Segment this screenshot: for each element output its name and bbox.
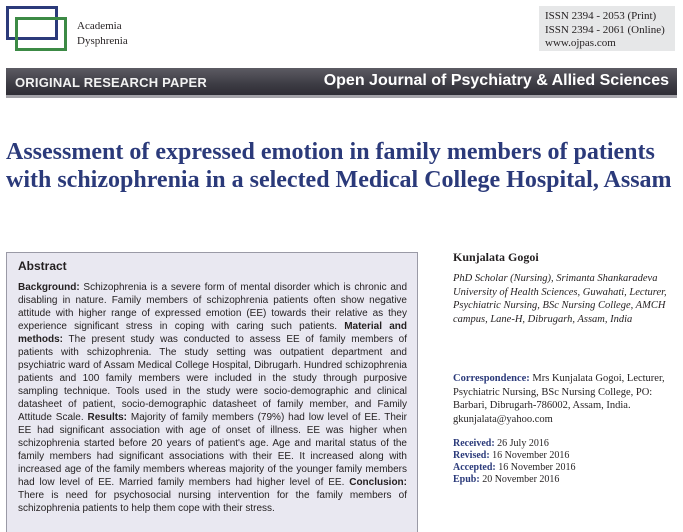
journal-website[interactable]: www.ojpas.com bbox=[545, 37, 616, 49]
journal-banner bbox=[6, 68, 677, 98]
abstract-box bbox=[6, 252, 418, 532]
abstract-text bbox=[18, 281, 407, 515]
revised-value: 16 November 2016 bbox=[489, 450, 570, 461]
epub-label: Epub: bbox=[453, 474, 480, 485]
background-label: Background: bbox=[18, 282, 80, 293]
publisher-line-1: Academia bbox=[77, 20, 122, 32]
received-date bbox=[453, 438, 675, 450]
epub-date bbox=[453, 474, 675, 486]
issn-online: ISSN 2394 - 2061 (Online) bbox=[545, 23, 665, 36]
author-name: Kunjalata Gogoi bbox=[453, 250, 539, 264]
results-text: Majority of family members (79%) had low level of EE. Their EE had significant association with age of onset of illness. EE was higher when schizophrenia started before 20 years of patient's age. Age and marital status of the family members had significant associations with their EE. It increased along with increased age of the family members whereas majority of the younger family members had low level of EE. Married family members had higher level of EE. bbox=[18, 412, 408, 488]
results-label: Results: bbox=[87, 412, 127, 423]
received-label: Received: bbox=[453, 438, 495, 449]
journal-logo bbox=[6, 6, 70, 52]
conclusion-text: There is need for psychosocial nursing intervention for the family members of schizophrenia patients to help them cope with their stress. bbox=[18, 490, 407, 514]
issn-print: ISSN 2394 - 2053 (Print) bbox=[545, 10, 657, 22]
methods-text: The present study was conducted to assess EE of family members of patients with schizophrenia. The study setting was outpatient department and psychiatric ward of Assam Medical College Hospital, Dibrugarh. Hundred schizophrenia patients and 100 family members were included in the study through purposive sampling technique. Tools used in the study were socio-demographic and clinical datasheet of patient, socio-demographic datasheet of family member, and Family Attitude Scale. bbox=[18, 334, 407, 423]
article-type: ORIGINAL RESEARCH PAPER bbox=[15, 75, 207, 90]
publisher-line-2: Dysphrenia bbox=[77, 35, 128, 47]
epub-value: 20 November 2016 bbox=[479, 474, 560, 485]
article-title: Assessment of expressed emotion in family members of patients with schizophrenia in a selected Medical College Hospital, Assam bbox=[6, 139, 672, 193]
received-value: 26 July 2016 bbox=[494, 438, 549, 449]
author-affiliation: PhD Scholar (Nursing), Srimanta Shankaradeva University of Health Sciences, Guwahati, Lecturer, Psychiatric Nursing, BSc Nursing College, AMCH campus, Lane-H, Dibrugarh, Assam, India bbox=[453, 273, 667, 325]
accepted-date bbox=[453, 462, 675, 474]
correspondence-text: Mrs Kunjalata Gogoi, Lecturer, Psychiatric Nursing, BSc Nursing College, PO: Barbari, Dibrugarh-786002, Assam, India. gkunjalata@yahoo.com bbox=[453, 373, 665, 425]
correspondence-label: Correspondence: bbox=[453, 373, 530, 384]
background-text: Schizophrenia is a severe form of mental disorder which is chronic and disabling in nature. Family members of schizophrenia patients often show negative attitude with higher range of expressed emotion (EE) towards their relative as they experience significant stress in coping with caring such patients. bbox=[18, 282, 407, 332]
publisher-name bbox=[77, 19, 128, 49]
correspondence bbox=[453, 372, 675, 426]
logo-green-square bbox=[15, 17, 67, 51]
accepted-value: 16 November 2016 bbox=[495, 462, 576, 473]
journal-name: Open Journal of Psychiatry & Allied Sciences bbox=[323, 72, 669, 89]
revised-date bbox=[453, 450, 675, 462]
conclusion-label: Conclusion: bbox=[349, 477, 407, 488]
methods-label: Material and methods: bbox=[18, 321, 407, 345]
article-dates bbox=[453, 438, 675, 486]
accepted-label: Accepted: bbox=[453, 462, 496, 473]
issn-box bbox=[539, 6, 675, 51]
abstract-heading: Abstract bbox=[18, 259, 67, 273]
revised-label: Revised: bbox=[453, 450, 490, 461]
